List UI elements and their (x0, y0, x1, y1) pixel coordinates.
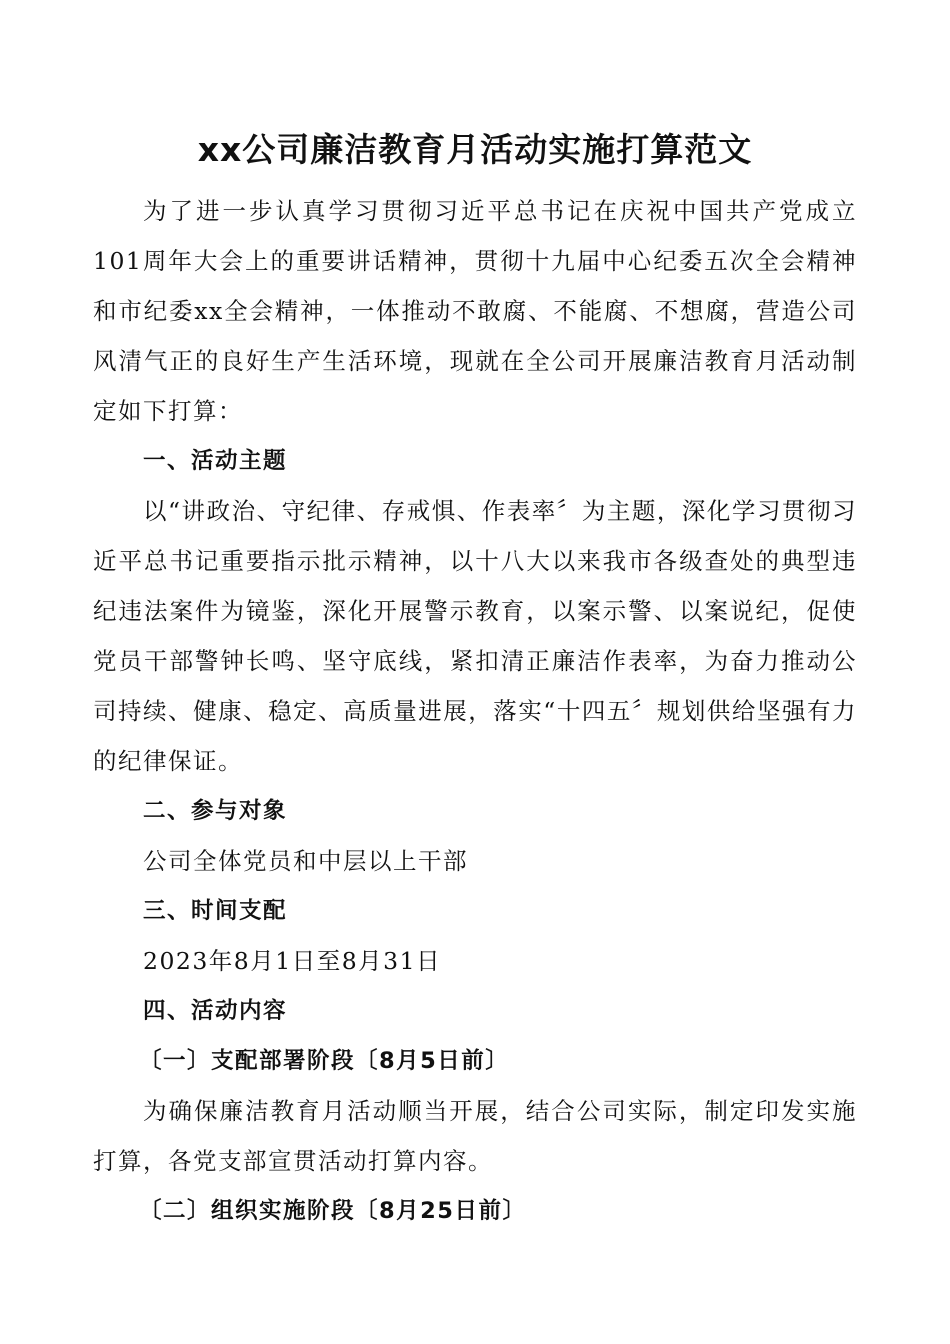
schedule-paragraph: 2023年8月1日至8月31日 (143, 947, 442, 975)
document-body (93, 186, 857, 1236)
section-heading-content: 四、活动内容 (143, 998, 288, 1024)
intro-paragraph: 为了进一步认真学习贯彻习近平总书记在庆祝中国共产党成立101周年大会上的重要讲话精神，贯彻十九届中心纪委五次全会精神和市纪委xx全会精神，一体推动不敢腐、不能腐、不想腐，营造公司风清气正的良好生产生活环境，现就在全公司开展廉洁教育月活动制定如下打算： (93, 197, 857, 425)
section-heading-theme: 一、活动主题 (143, 448, 288, 474)
theme-paragraph: 以“讲政治、守纪律、存戒惧、作表率〞为主题，深化学习贯彻习近平总书记重要指示批示精神，以十八大以来我市各级查处的典型违纪违法案件为镜鉴，深化开展警示教育，以案示警、以案说纪，促使党员干部警钟长鸣、坚守底线，紧扣清正廉洁作表率，为奋力推动公司持续、健康、稳定、高质量进展，落实“十四五〞规划供给坚强有力的纪律保证。 (93, 497, 857, 775)
participants-paragraph: 公司全体党员和中层以上干部 (143, 847, 468, 875)
deployment-paragraph: 为确保廉洁教育月活动顺当开展，结合公司实际，制定印发实施打算，各党支部宣贯活动打算内容。 (93, 1097, 857, 1175)
subsection-heading-implementation: 〔二〕组织实施阶段〔8月25日前〕 (139, 1198, 527, 1224)
document-title: xx公司廉洁教育月活动实施打算范文 (197, 130, 753, 169)
subsection-heading-deployment: 〔一〕支配部署阶段〔8月5日前〕 (139, 1048, 510, 1074)
section-heading-schedule: 三、时间支配 (143, 898, 288, 924)
section-heading-participants: 二、参与对象 (143, 798, 288, 824)
